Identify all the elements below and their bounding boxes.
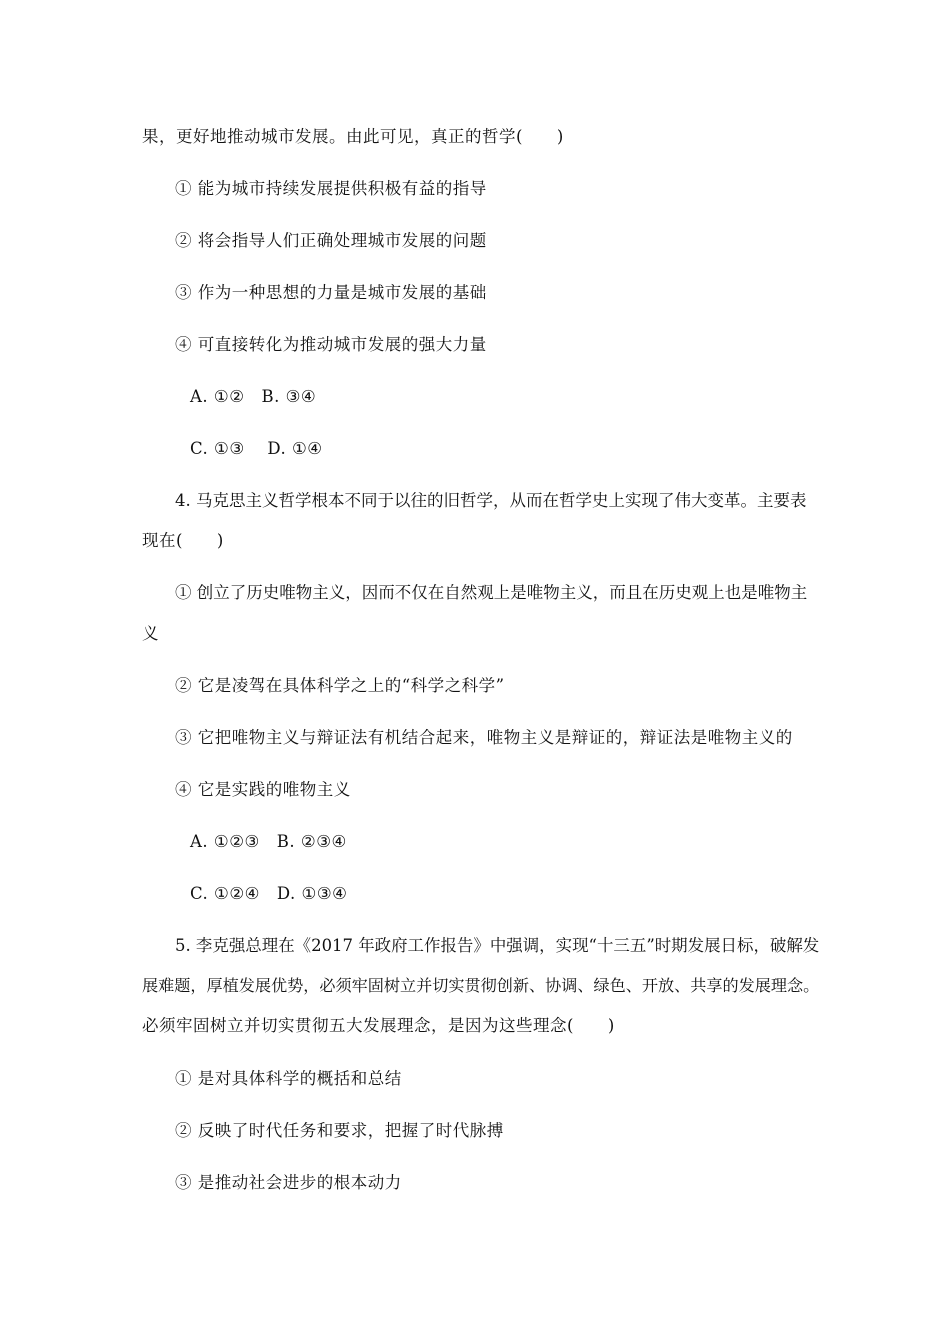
q4-option-3: ③ 它把唯物主义与辩证法有机结合起来，唯物主义是辩证的，辩证法是唯物主义的 (175, 728, 793, 747)
q5-stem-line-2: 展难题，厚植发展优势，必须牢固树立并切实贯彻创新、协调、绿色、开放、共享的发展理念。 (142, 976, 820, 995)
q3-choices-row-2: C. ①③ D. ①④ (190, 439, 323, 458)
q5-option-2: ② 反映了时代任务和要求，把握了时代脉搏 (175, 1121, 504, 1140)
q3-stem-tail: 果，更好地推动城市发展。由此可见，真正的哲学( ) (142, 127, 564, 146)
q4-stem-line-2: 现在( ) (142, 531, 224, 550)
q4-choices-row-1: A. ①②③ B. ②③④ (190, 832, 347, 851)
q4-choices-row-2: C. ①②④ D. ①③④ (190, 884, 348, 903)
q4-option-2: ② 它是凌驾在具体科学之上的“科学之科学” (175, 676, 505, 695)
q3-option-3: ③ 作为一种思想的力量是城市发展的基础 (175, 283, 487, 302)
q5-stem-line-1: 5. 李克强总理在《2017 年政府工作报告》中强调，实现“十三五”时期发展日标，破解发 (175, 936, 820, 955)
q4-option-4: ④ 它是实践的唯物主义 (175, 780, 351, 799)
q4-option-1-line-2: 义 (142, 624, 159, 643)
q4-option-1-line-1: ① 创立了历史唯物主义，因而不仅在自然观上是唯物主义，而且在历史观上也是唯物主 (175, 583, 808, 602)
q3-choices-row-1: A. ①② B. ③④ (190, 387, 317, 406)
q3-option-1: ① 能为城市持续发展提供积极有益的指导 (175, 179, 487, 198)
q5-stem-line-3: 必须牢固树立并切实贯彻五大发展理念，是因为这些理念( ) (142, 1016, 615, 1035)
q3-option-2: ② 将会指导人们正确处理城市发展的问题 (175, 231, 487, 250)
q4-stem-line-1: 4. 马克思主义哲学根本不同于以往的旧哲学，从而在哲学史上实现了伟大变革。主要表 (175, 491, 807, 510)
q5-option-3: ③ 是推动社会进步的根本动力 (175, 1173, 402, 1192)
q5-option-1: ① 是对具体科学的概括和总结 (175, 1069, 402, 1088)
q3-option-4: ④ 可直接转化为推动城市发展的强大力量 (175, 335, 487, 354)
